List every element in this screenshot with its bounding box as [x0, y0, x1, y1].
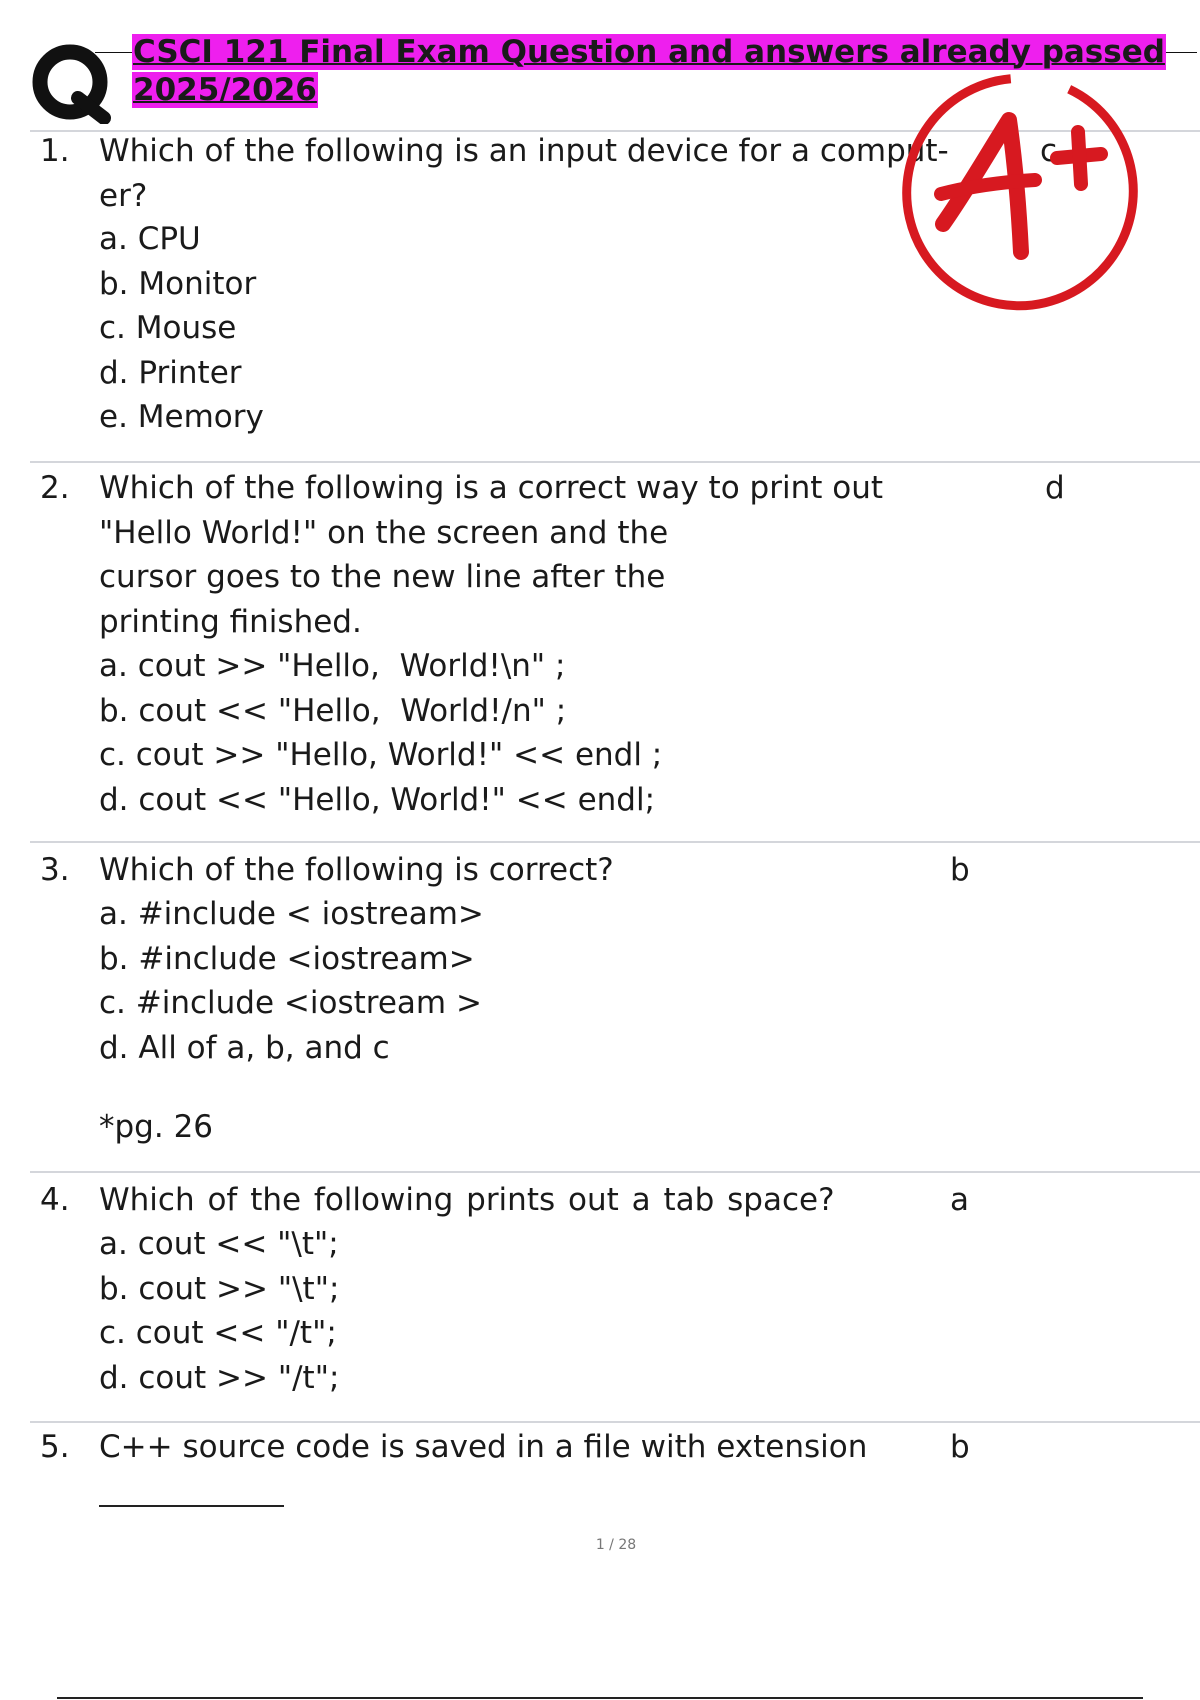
bottom-rule	[57, 1697, 1143, 1699]
question-number: 4.	[40, 1182, 70, 1218]
question-text: Which of the following is a correct way to print out "Hello World!" on the screen and the cursor goes to the new line after the printing finished.	[99, 470, 883, 640]
option-list	[99, 644, 662, 822]
option-item: c. #include <iostream >	[99, 985, 482, 1021]
option-item: b. #include <iostream>	[99, 940, 475, 977]
question-separator	[30, 1421, 1200, 1423]
question-answer: c	[1040, 133, 1058, 169]
option-item: b. Monitor	[99, 265, 257, 302]
option-item: b. cout >> "\t";	[99, 1270, 340, 1307]
option-item: e. Memory	[99, 399, 264, 435]
question-text: Which of the following is an input device for a comput- er?	[99, 133, 949, 214]
question-answer: d	[1045, 470, 1065, 506]
page-indicator: 1 / 28	[595, 1537, 637, 1553]
option-list	[99, 892, 484, 1070]
option-list	[99, 217, 264, 440]
question-number: 2.	[40, 470, 70, 506]
question-text: Which of the following is correct?	[99, 852, 614, 888]
question-answer: b	[950, 1429, 970, 1465]
option-item: b. cout << "Hello, World!/n" ;	[99, 692, 567, 729]
a-plus-stamp-icon	[895, 72, 1145, 312]
question-number: 1.	[40, 133, 70, 169]
option-item: d. cout >> "/t";	[99, 1359, 340, 1396]
page-title: CSCI 121 Final Exam Question and answers already passed 2025/2026	[133, 34, 1165, 108]
option-item: c. cout << "/t";	[99, 1315, 337, 1351]
option-item: c. cout >> "Hello, World!" << endl ;	[99, 737, 663, 773]
question-separator	[30, 841, 1200, 843]
option-item: c. Mouse	[99, 310, 237, 346]
question-separator	[30, 461, 1200, 463]
question-answer: b	[950, 852, 970, 888]
option-item: a. #include < iostream>	[99, 896, 484, 932]
answer-blank-line	[99, 1505, 284, 1507]
option-item: a. CPU	[99, 221, 201, 257]
question-answer: a	[950, 1182, 969, 1218]
question-number: 5.	[40, 1429, 70, 1465]
question-separator	[30, 1171, 1200, 1173]
question-number: 3.	[40, 852, 70, 888]
option-item: a. cout << "\t";	[99, 1226, 339, 1262]
option-item: a. cout >> "Hello, World!\n" ;	[99, 648, 566, 684]
option-item: d. All of a, b, and c	[99, 1029, 390, 1066]
page-reference-note: *pg. 26	[99, 1109, 214, 1145]
question-text: C++ source code is saved in a file with extension	[99, 1429, 868, 1465]
q-logo-icon	[30, 42, 112, 124]
question-text: Which of the following prints out a tab space?	[99, 1182, 835, 1218]
option-item: d. Printer	[99, 354, 242, 391]
option-list	[99, 1222, 339, 1400]
option-item: d. cout << "Hello, World!" << endl;	[99, 781, 656, 818]
